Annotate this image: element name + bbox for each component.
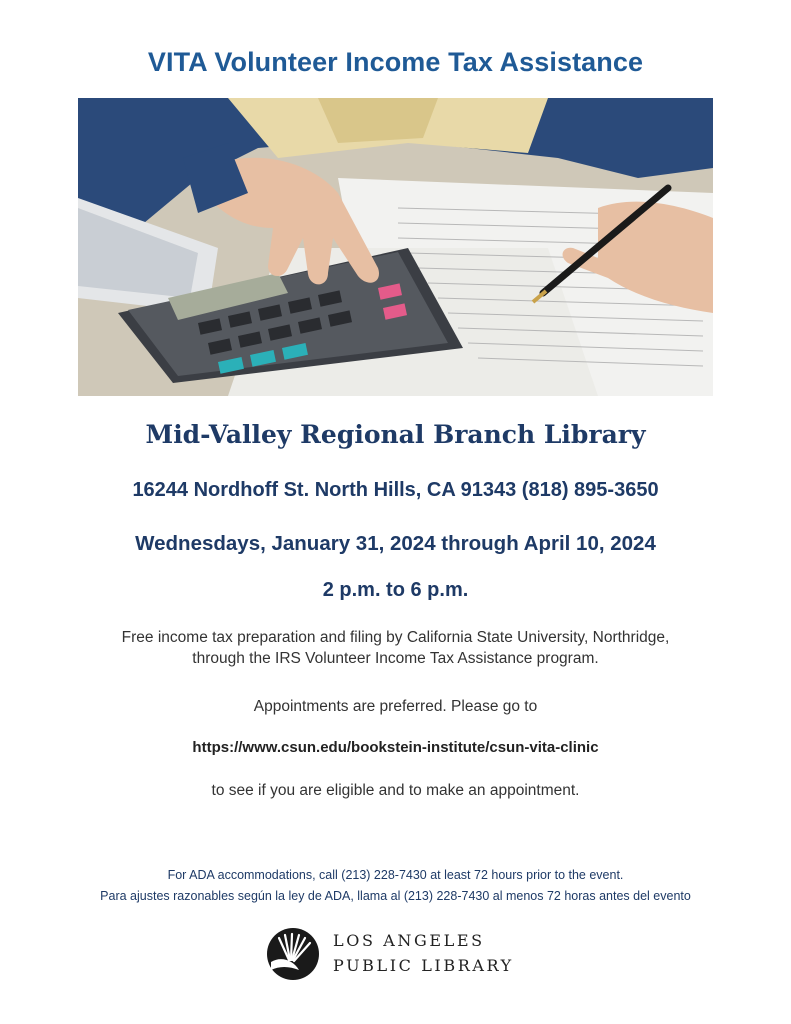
book-fan-icon — [265, 926, 321, 982]
logo-text-public-library: PUBLIC LIBRARY — [333, 956, 514, 975]
event-dates: Wednesdays, January 31, 2024 through April 10, 2024 — [135, 532, 656, 555]
program-description — [0, 627, 791, 669]
eligibility-note: to see if you are eligible and to make an appointment. — [211, 782, 580, 799]
appointment-note: Appointments are preferred. Please go to — [253, 698, 538, 715]
ada-notice-spanish: Para ajustes razonables según la ley de ADA, llama al (213) 228-7430 al menos 72 horas antes del evento — [100, 889, 691, 903]
tax-calculator-photo — [78, 98, 713, 396]
appointment-link[interactable]: https://www.csun.edu/bookstein-institute/csun-vita-clinic — [192, 739, 599, 756]
lapl-logo — [265, 926, 535, 982]
description-line-2: through the IRS Volunteer Income Tax Assistance program. — [192, 650, 599, 667]
ada-notice-english: For ADA accommodations, call (213) 228-7430 at least 72 hours prior to the event. — [167, 868, 624, 882]
flyer-title: VITA Volunteer Income Tax Assistance — [147, 47, 644, 77]
description-line-1: Free income tax preparation and filing by California State University, Northridge, — [121, 629, 670, 646]
branch-name: Mid-Valley Regional Branch Library — [145, 420, 646, 449]
event-hours: 2 p.m. to 6 p.m. — [322, 579, 469, 601]
branch-address: 16244 Nordhoff St. North Hills, CA 91343 (818) 895-3650 — [132, 479, 659, 501]
logo-text-los-angeles: LOS ANGELES — [333, 931, 485, 950]
